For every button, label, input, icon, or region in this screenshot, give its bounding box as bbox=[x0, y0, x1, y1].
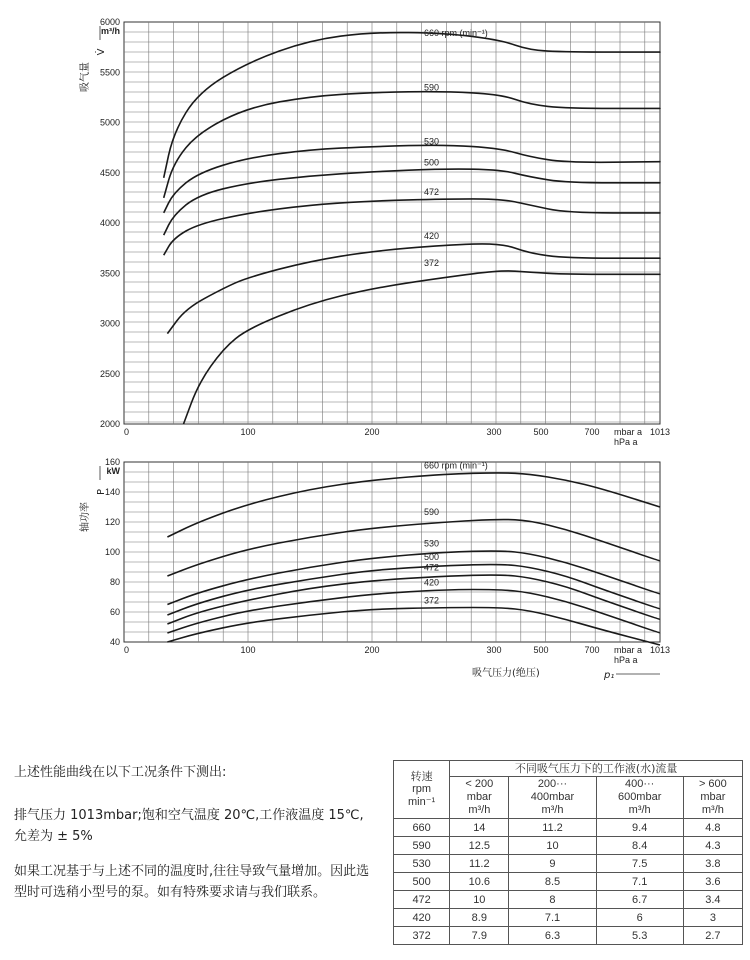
series-label: 420 bbox=[424, 577, 440, 588]
table-cell: 14 bbox=[450, 819, 509, 837]
y-tick-label: 140 bbox=[104, 487, 120, 497]
x-tick-label: 700 bbox=[584, 645, 600, 655]
table-cell: 8.9 bbox=[450, 909, 509, 927]
table-cell: 3.4 bbox=[683, 891, 742, 909]
table-cell: 7.9 bbox=[450, 927, 509, 945]
series-label: 590 bbox=[424, 507, 440, 517]
y-unit-label: kW bbox=[106, 466, 120, 476]
notes-heading: 上述性能曲线在以下工况条件下测出: bbox=[14, 765, 227, 780]
table-row bbox=[394, 873, 743, 891]
series-curve bbox=[164, 33, 660, 178]
table-cell: 472 bbox=[394, 891, 450, 909]
table-cell: 3.8 bbox=[683, 855, 742, 873]
table-cell: 3.6 bbox=[683, 873, 742, 891]
series-label: 472 bbox=[424, 186, 440, 197]
y-tick-label: 3500 bbox=[99, 268, 120, 279]
table-header-col1-line3: m³/h bbox=[468, 804, 491, 816]
x-tick-label: 1013 bbox=[649, 645, 671, 655]
table-cell: 530 bbox=[394, 855, 450, 873]
series-curve bbox=[167, 244, 660, 334]
series-label: 372 bbox=[424, 595, 440, 606]
y-axis-label: 轴功率 bbox=[80, 502, 91, 532]
table-header-col2-line3: m³/h bbox=[541, 804, 564, 816]
table-header-col1 bbox=[450, 777, 509, 819]
table-group-header-row bbox=[394, 761, 743, 777]
series-label: 530 bbox=[424, 538, 440, 549]
table-header-speed bbox=[394, 761, 450, 819]
series-label: 530 bbox=[424, 136, 440, 147]
x-tick-label: 500 bbox=[533, 645, 549, 655]
series-curve bbox=[167, 473, 660, 537]
table-header-col2 bbox=[509, 777, 596, 819]
table-cell: 8 bbox=[509, 891, 596, 909]
y-tick-label: 2500 bbox=[99, 368, 120, 379]
table-header-col4-line1: > 600 bbox=[698, 778, 727, 790]
table-row bbox=[394, 927, 743, 945]
y-axis-symbol: V̇ bbox=[96, 48, 107, 56]
series-curve bbox=[164, 145, 660, 213]
x-tick-label: 0 bbox=[124, 645, 130, 655]
series-label: 500 bbox=[424, 157, 440, 168]
table-cell: 10 bbox=[450, 891, 509, 909]
table-cell: 5.3 bbox=[596, 927, 683, 945]
y-tick-label: 160 bbox=[104, 457, 120, 467]
table-row bbox=[394, 855, 743, 873]
table-cell: 9.4 bbox=[596, 819, 683, 837]
table-row bbox=[394, 837, 743, 855]
y-tick-label: 3000 bbox=[99, 318, 120, 329]
y-tick-label: 5000 bbox=[99, 117, 120, 128]
y-tick-label: 60 bbox=[109, 607, 120, 617]
series-curve bbox=[167, 575, 660, 624]
series-label: 500 bbox=[424, 552, 440, 562]
x-unit-label: hPa a bbox=[614, 655, 638, 665]
x-tick-label: 100 bbox=[240, 645, 256, 655]
table-cell: 7.5 bbox=[596, 855, 683, 873]
flow-rate-chart bbox=[79, 17, 670, 447]
table-header-speed-line1: 转速 bbox=[410, 770, 433, 783]
series-label: 660 rpm (min⁻¹) bbox=[424, 460, 488, 471]
table-header-col3-line3: m³/h bbox=[628, 804, 651, 816]
y-axis-label: 吸气量 bbox=[80, 62, 91, 92]
table-cell: 590 bbox=[394, 837, 450, 855]
y-tick-label: 80 bbox=[109, 577, 120, 587]
y-unit-label: m³/h bbox=[101, 26, 120, 36]
y-tick-label: 4500 bbox=[99, 167, 120, 178]
table-row bbox=[394, 891, 743, 909]
table-cell: 6.7 bbox=[596, 891, 683, 909]
x-tick-label: 300 bbox=[486, 427, 502, 437]
table-cell: 500 bbox=[394, 873, 450, 891]
table-group-header: 不同吸气压力下的工作液(水)流量 bbox=[450, 761, 743, 777]
y-tick-label: 2000 bbox=[99, 419, 120, 429]
table-cell: 6.3 bbox=[509, 927, 596, 945]
table-cell: 4.8 bbox=[683, 819, 742, 837]
table-header-col3-line1: 400··· bbox=[625, 778, 655, 790]
working-liquid-flow-table bbox=[393, 760, 743, 945]
table-cell: 420 bbox=[394, 909, 450, 927]
table-cell: 11.2 bbox=[509, 819, 596, 837]
table-cell: 11.2 bbox=[450, 855, 509, 873]
table-cell: 10 bbox=[509, 837, 596, 855]
table-cell: 7.1 bbox=[596, 873, 683, 891]
series-curve bbox=[164, 199, 660, 255]
table-header-col4 bbox=[683, 777, 742, 819]
x-tick-label: 1013 bbox=[649, 427, 671, 437]
table-header-col3-line2: 600mbar bbox=[617, 791, 662, 803]
shaft-power-chart bbox=[78, 457, 670, 681]
table-header-speed-line3: min⁻¹ bbox=[408, 796, 436, 808]
y-tick-label: 100 bbox=[104, 547, 120, 557]
x-axis-symbol: p₁ bbox=[604, 670, 615, 681]
notes-paragraph-2: 如果工况基于与上述不同的温度时,往往导致气量增加。因此选型时可选稍小型号的泵。如有特殊要求请与我们联系。 bbox=[14, 864, 370, 900]
x-tick-label: 200 bbox=[364, 427, 380, 437]
table-header-col4-line2: mbar bbox=[700, 791, 726, 803]
y-tick-label: 4000 bbox=[99, 218, 120, 228]
table-cell: 8.4 bbox=[596, 837, 683, 855]
table-cell: 9 bbox=[509, 855, 596, 873]
test-conditions-notes bbox=[14, 762, 374, 917]
series-label: 372 bbox=[424, 258, 440, 269]
x-axis-label: 吸气压力(绝压) bbox=[472, 668, 540, 679]
y-tick-label: 120 bbox=[104, 517, 120, 527]
series-curve bbox=[167, 590, 660, 634]
table-cell: 12.5 bbox=[450, 837, 509, 855]
x-tick-label: 700 bbox=[584, 427, 600, 437]
x-tick-label: 300 bbox=[486, 645, 502, 655]
x-unit-label: mbar a bbox=[614, 645, 643, 655]
table-cell: 3 bbox=[683, 909, 742, 927]
x-tick-label: 0 bbox=[124, 427, 130, 437]
table-cell: 8.5 bbox=[509, 873, 596, 891]
table-cell: 4.3 bbox=[683, 837, 742, 855]
series-label: 660 rpm (min⁻¹) bbox=[424, 28, 488, 39]
table-header-col2-line1: 200··· bbox=[537, 778, 568, 790]
table-cell: 7.1 bbox=[509, 909, 596, 927]
table-cell: 660 bbox=[394, 819, 450, 837]
series-label: 472 bbox=[424, 562, 440, 573]
series-label: 590 bbox=[424, 82, 440, 93]
x-tick-label: 200 bbox=[364, 645, 380, 655]
table-header-speed-line2: rpm bbox=[412, 783, 432, 795]
table-header-col1-line1: < 200 bbox=[465, 778, 494, 790]
y-tick-label: 6000 bbox=[99, 17, 120, 27]
table-header-col4-line3: m³/h bbox=[701, 804, 724, 816]
y-tick-label: 40 bbox=[109, 637, 120, 647]
table-header-col3 bbox=[596, 777, 683, 819]
table-cell: 2.7 bbox=[683, 927, 742, 945]
x-unit-label: mbar a bbox=[614, 427, 643, 437]
series-label: 420 bbox=[424, 231, 440, 242]
y-axis-symbol: P bbox=[96, 488, 107, 496]
table-cell: 10.6 bbox=[450, 873, 509, 891]
y-tick-label: 5500 bbox=[99, 67, 120, 78]
x-unit-label: hPa a bbox=[614, 437, 638, 447]
table-row bbox=[394, 909, 743, 927]
table-cell: 372 bbox=[394, 927, 450, 945]
table-cell: 6 bbox=[596, 909, 683, 927]
x-tick-label: 100 bbox=[240, 427, 256, 437]
table-header-col2-line2: 400mbar bbox=[530, 791, 575, 803]
table-header-col1-line2: mbar bbox=[466, 791, 492, 803]
notes-paragraph-1: 排气压力 1013mbar;饱和空气温度 20℃,工作液温度 15℃,允差为 ± 5% bbox=[14, 808, 364, 844]
x-tick-label: 500 bbox=[533, 427, 549, 437]
table-row bbox=[394, 819, 743, 837]
